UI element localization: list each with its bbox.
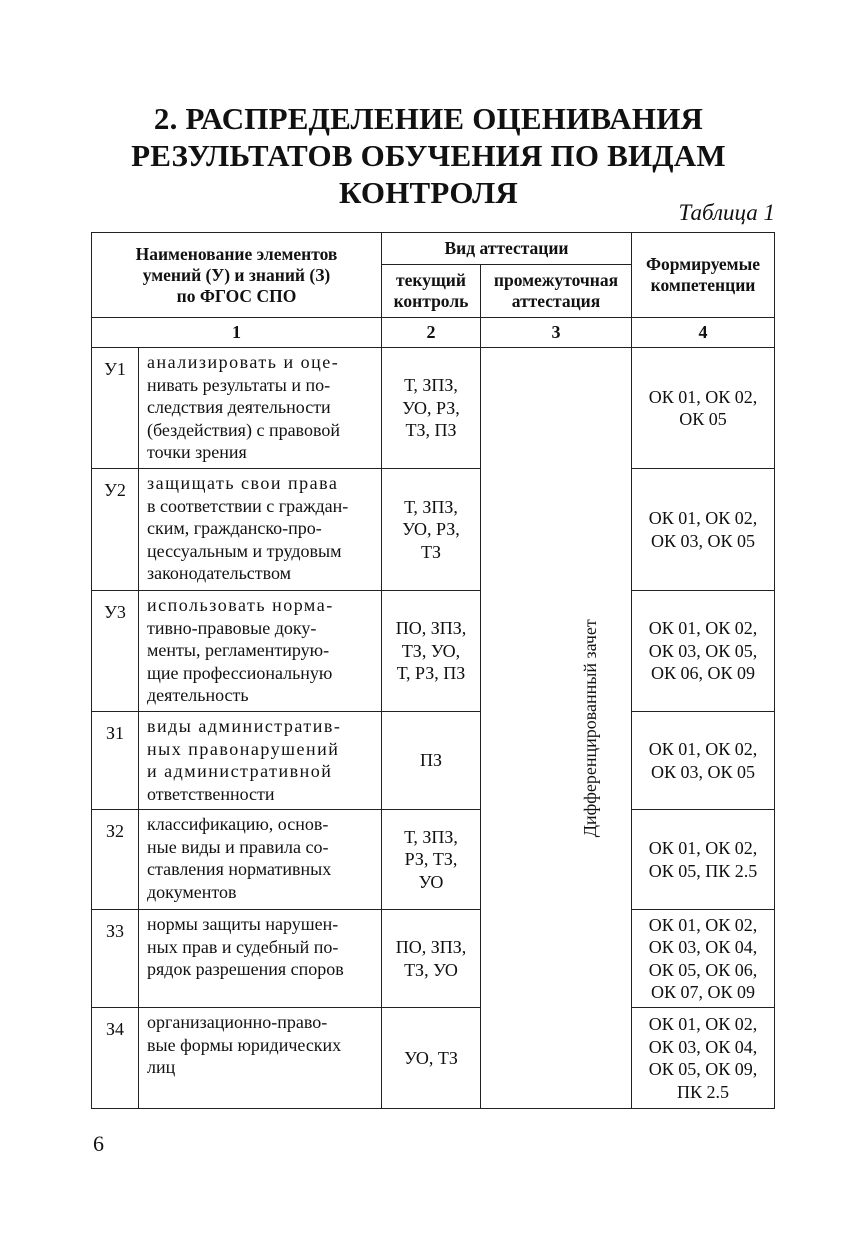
desc-line: ных правонарушений <box>147 738 340 759</box>
code-cell: З2 <box>92 810 139 910</box>
desc-line: виды административ- <box>147 716 342 736</box>
code-cell: З1 <box>92 712 139 810</box>
index-cell: 1 <box>92 318 382 348</box>
comp-line: ОК 05, ПК 2.5 <box>648 860 758 881</box>
header-competencies <box>632 233 775 318</box>
desc-line: точки зрения <box>147 442 247 462</box>
code-cell: У1 <box>92 348 139 469</box>
desc-line: ные виды и правила со- <box>147 836 329 857</box>
section-title-line: КОНТРОЛЯ <box>338 175 519 210</box>
index-cell: 3 <box>481 318 632 348</box>
desc-line: организационно-право- <box>147 1012 328 1032</box>
index-cell: 4 <box>632 318 775 348</box>
comp-line: ОК 06, ОК 09 <box>650 663 755 684</box>
competency-cell <box>632 1008 775 1109</box>
desc-line: и административной <box>147 761 333 781</box>
desc-line: следствия деятельности <box>147 397 331 417</box>
desc-line: документов <box>147 881 237 902</box>
description-cell <box>139 1008 382 1109</box>
control-line: Т, РЗ, ПЗ <box>396 663 466 684</box>
control-cell <box>382 712 481 810</box>
desc-line: ных прав и судебный по- <box>147 936 339 957</box>
code-cell: З4 <box>92 1008 139 1109</box>
desc-line: ответственности <box>147 783 275 804</box>
control-line: УО <box>418 871 444 892</box>
comp-line: ОК 01, ОК 02, <box>648 618 758 639</box>
table-row <box>92 910 775 1008</box>
desc-line: защищать свои права <box>147 473 339 493</box>
control-line: Т, ЗПЗ, <box>404 375 458 396</box>
control-line: ТЗ, УО, <box>401 640 461 661</box>
code-cell: З3 <box>92 910 139 1008</box>
intermediate-value: Дифференцированный зачет <box>579 618 600 838</box>
index-cell: 2 <box>382 318 481 348</box>
desc-line: рядок разрешения споров <box>147 959 344 979</box>
control-cell <box>382 469 481 591</box>
desc-line: нивать результаты и по- <box>147 374 331 395</box>
control-cell <box>382 910 481 1008</box>
comp-line: ОК 03, ОК 05 <box>650 761 755 782</box>
control-line: ПО, ЗПЗ, <box>395 937 467 957</box>
desc-line: классификацию, основ- <box>147 814 329 834</box>
comp-line: ОК 07, ОК 09 <box>650 982 755 1002</box>
control-line: ТЗ, УО <box>404 959 458 980</box>
description-cell <box>139 810 382 910</box>
header-attestation: Вид аттестации <box>382 233 632 265</box>
control-line: ТЗ, ПЗ <box>405 420 457 441</box>
desc-line: ским, гражданско-про- <box>147 518 322 538</box>
control-line: ПО, ЗПЗ, <box>395 618 467 639</box>
table-row <box>92 348 775 469</box>
comp-line: ОК 01, ОК 02, <box>648 1014 758 1034</box>
comp-line: ОК 01, ОК 02, <box>648 739 758 759</box>
comp-line: ОК 01, ОК 02, <box>648 914 758 935</box>
control-cell <box>382 1008 481 1109</box>
header-current-control <box>382 265 481 318</box>
desc-line: менты, регламентирую- <box>147 640 330 660</box>
desc-line: деятельность <box>147 685 249 705</box>
table-row <box>92 712 775 810</box>
header-line: промежуточная <box>493 270 619 290</box>
description-cell <box>139 348 382 469</box>
page-number: 6 <box>93 1131 104 1156</box>
table-row <box>92 810 775 910</box>
comp-line: ПК 2.5 <box>676 1081 729 1102</box>
desc-line: нормы защиты нарушен- <box>147 914 339 934</box>
comp-line: ОК 05, ОК 06, <box>648 959 758 980</box>
section-title-line: РЕЗУЛЬТАТОВ ОБУЧЕНИЯ ПО ВИДАМ <box>131 138 726 173</box>
section-title-line: 2. РАСПРЕДЕЛЕНИЕ ОЦЕНИВАНИЯ <box>153 101 704 136</box>
desc-line: использовать норма- <box>147 595 334 615</box>
desc-line: цессуальным и трудовым <box>147 540 342 561</box>
header-elements <box>92 233 382 318</box>
control-line: ТЗ <box>420 541 441 562</box>
header-line: текущий <box>396 270 466 290</box>
control-line: ПЗ <box>419 750 443 771</box>
code-cell: У3 <box>92 591 139 712</box>
header-line: контроль <box>393 291 469 311</box>
desc-line: (бездействия) с правовой <box>147 419 340 440</box>
comp-line: ОК 03, ОК 05 <box>650 530 755 551</box>
comp-line: ОК 05, ОК 09, <box>648 1059 758 1079</box>
description-cell <box>139 469 382 591</box>
competency-cell <box>632 910 775 1008</box>
control-line: Т, ЗПЗ, <box>404 496 458 517</box>
comp-line: ОК 01, ОК 02, <box>648 386 758 407</box>
header-line: Наименование элементов <box>135 243 338 264</box>
comp-line: ОК 01, ОК 02, <box>648 508 758 528</box>
control-line: РЗ, ТЗ, <box>404 849 458 870</box>
section-title <box>0 100 857 211</box>
control-cell <box>382 348 481 469</box>
comp-line: ОК 01, ОК 02, <box>648 838 758 858</box>
desc-line: вые формы юридических <box>147 1034 342 1055</box>
header-line: по ФГОС СПО <box>176 285 297 306</box>
header-line: Формируемые <box>645 254 761 274</box>
desc-line: законодательством <box>147 563 292 583</box>
table-row <box>92 469 775 591</box>
control-line: УО, РЗ, <box>402 397 460 418</box>
competency-cell <box>632 810 775 910</box>
header-line: компетенции <box>650 275 756 295</box>
desc-line: ставления нормативных <box>147 859 332 879</box>
competency-cell <box>632 348 775 469</box>
comp-line: ОК 03, ОК 05, <box>648 640 758 661</box>
control-line: УО, РЗ, <box>402 519 460 540</box>
desc-line: в соответствии с граждан- <box>147 495 349 516</box>
comp-line: ОК 05 <box>679 409 727 429</box>
control-line: УО, ТЗ <box>404 1047 458 1068</box>
table-row <box>92 591 775 712</box>
competency-cell <box>632 712 775 810</box>
description-cell <box>139 712 382 810</box>
description-cell <box>139 910 382 1008</box>
control-cell <box>382 591 481 712</box>
desc-line: анализировать и оце- <box>147 352 340 372</box>
competency-cell <box>632 591 775 712</box>
competency-cell <box>632 469 775 591</box>
header-intermediate <box>481 265 632 318</box>
assessment-table <box>91 232 775 1109</box>
header-line: умений (У) и знаний (З) <box>142 264 331 285</box>
comp-line: ОК 03, ОК 04, <box>648 937 758 957</box>
intermediate-cell <box>481 348 632 1109</box>
comp-line: ОК 03, ОК 04, <box>648 1036 758 1057</box>
desc-line: тивно-правовые доку- <box>147 617 317 638</box>
control-line: Т, ЗПЗ, <box>404 826 458 847</box>
desc-line: лиц <box>147 1057 176 1077</box>
header-line: аттестация <box>511 291 601 311</box>
desc-line: щие профессиональную <box>147 662 333 683</box>
control-cell <box>382 810 481 910</box>
table-row <box>92 1008 775 1109</box>
table-caption: Таблица 1 <box>678 200 775 225</box>
description-cell <box>139 591 382 712</box>
code-cell: У2 <box>92 469 139 591</box>
